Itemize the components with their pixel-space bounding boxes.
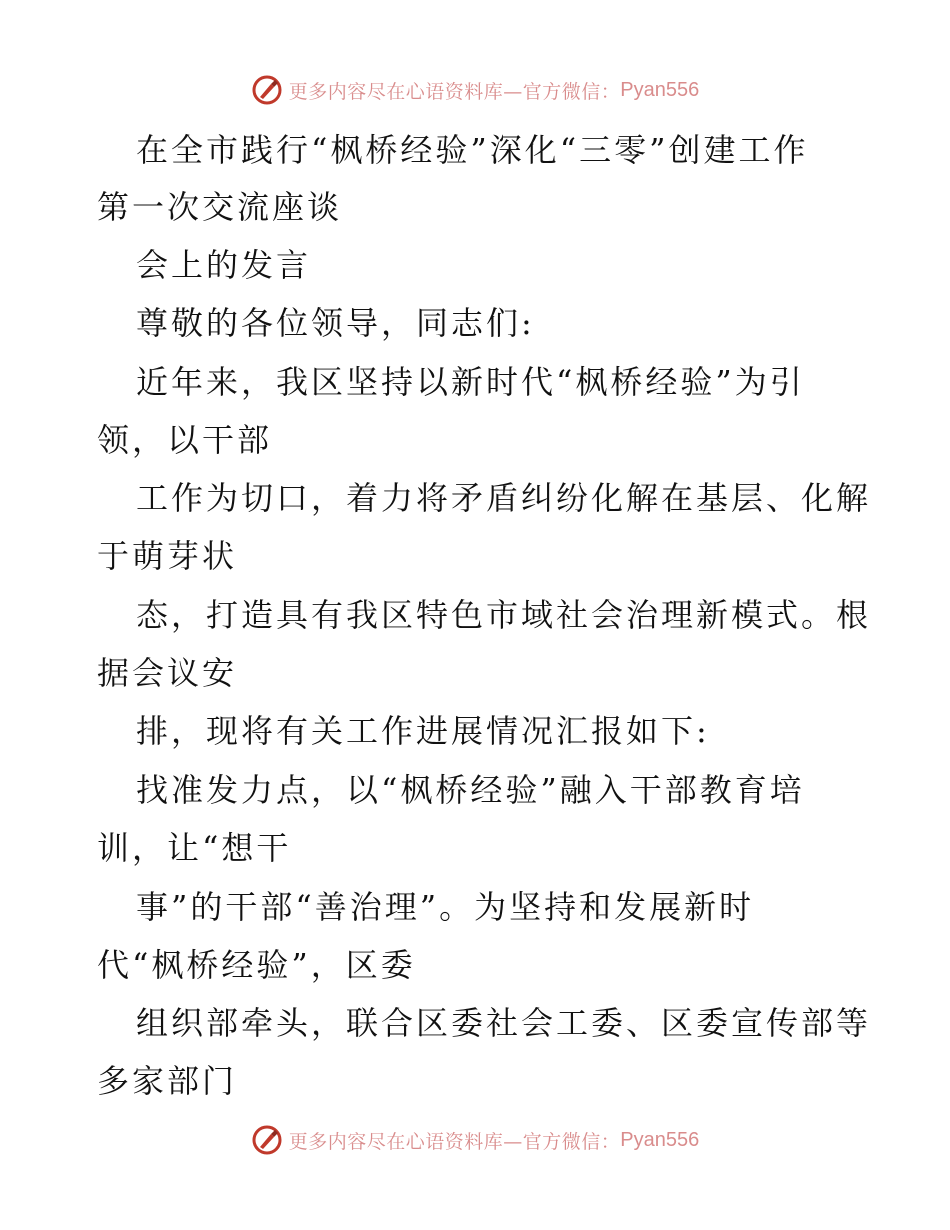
footer-banner-id: Pyan556 [620, 1128, 700, 1151]
text-line: 尊敬的各位领导，同志们: [136, 304, 535, 342]
header-banner-id: Pyan556 [620, 78, 700, 101]
text-line: 多家部门 [97, 1062, 238, 1100]
text-line: 在全市践行“枫桥经验”深化“三零”创建工作 [136, 131, 809, 169]
text-line: 会上的发言 [136, 246, 312, 284]
text-line: 据会议安 [97, 654, 238, 692]
text-line: 近年来，我区坚持以新时代“枫桥经验”为引 [136, 363, 805, 401]
pen-logo-icon [251, 74, 283, 106]
footer-banner [0, 1120, 950, 1160]
text-line: 找准发力点，以“枫桥经验”融入干部教育培 [136, 771, 805, 809]
text-line: 领，以干部 [97, 421, 273, 459]
text-line: 组织部牵头，联合区委社会工委、区委宣传部等 [136, 1004, 872, 1042]
text-line: 训，让“想干 [97, 829, 292, 867]
text-line: 态，打造具有我区特色市域社会治理新模式。根 [136, 596, 872, 634]
text-line: 排，现将有关工作进展情况汇报如下: [136, 712, 710, 750]
header-banner-text: 更多内容尽在心语资料库—官方微信： [288, 80, 621, 103]
pen-logo-icon [251, 1124, 283, 1156]
footer-banner-text: 更多内容尽在心语资料库—官方微信： [288, 1130, 621, 1153]
text-line: 事”的干部“善治理”。为坚持和发展新时 [136, 888, 755, 926]
text-line: 于萌芽状 [97, 537, 238, 575]
text-line: 第一次交流座谈 [97, 188, 343, 226]
header-banner [0, 70, 950, 110]
text-line: 代“枫桥经验”，区委 [97, 946, 416, 984]
text-line: 工作为切口，着力将矛盾纠纷化解在基层、化解 [136, 479, 872, 517]
